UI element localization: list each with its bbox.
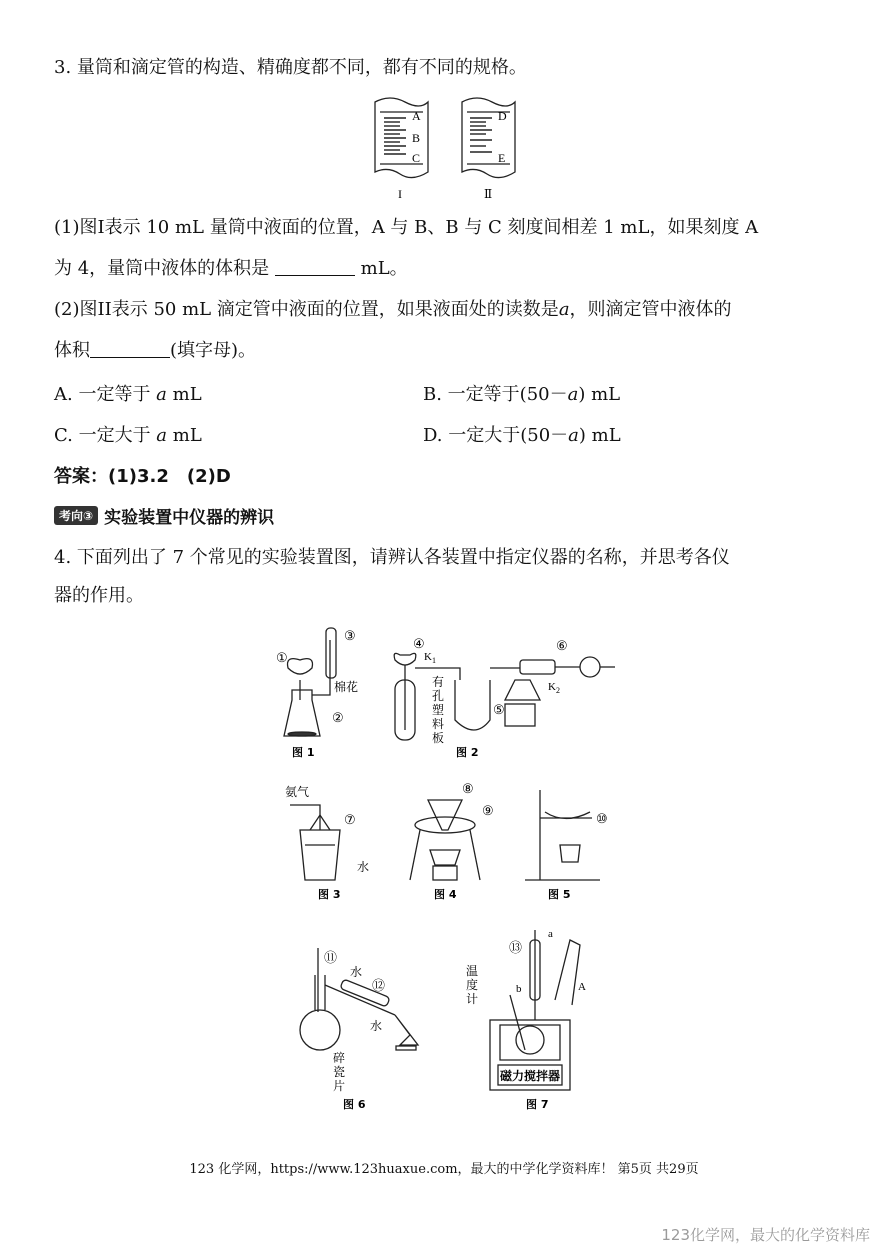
svg-text:瓷: 瓷 — [333, 1065, 346, 1079]
fig6-chips-label — [333, 1050, 345, 1093]
caption-fig2: 图 2 — [456, 746, 479, 759]
section-badge: 考向③ — [54, 506, 98, 525]
svg-text:料: 料 — [432, 717, 445, 731]
svg-text:板: 板 — [432, 731, 445, 745]
option-b: B. 一定等于(50－a) mL — [423, 384, 621, 405]
label-k2: $K_2$ — [548, 681, 560, 695]
svg-text:度: 度 — [466, 978, 479, 992]
svg-text:塑: 塑 — [432, 703, 445, 717]
marker-10: ⑩ — [596, 811, 608, 826]
q3-title: 3. 量筒和滴定管的构造、精确度都不同，都有不同的规格。 — [54, 57, 527, 78]
fig7-apparatus — [490, 930, 580, 1090]
svg-text:温: 温 — [466, 964, 479, 978]
marker-1: ① — [276, 650, 288, 665]
fig2-board-label — [432, 675, 444, 745]
page-footer: 123 化学网，https://www.123huaxue.com，最大的中学化学资料库！ 第5页 共29页 — [189, 1162, 699, 1177]
label-A: A — [412, 109, 421, 123]
svg-text:D: D — [498, 109, 507, 123]
marker-8: ⑧ — [462, 781, 474, 796]
q3-part2-text: (2)图II表示 50 mL 滴定管中液面的位置，如果液面处的读数是 — [54, 299, 559, 320]
caption-fig4: 图 4 — [434, 888, 457, 901]
apparatus-figures — [0, 620, 888, 1120]
q4-line2: 器的作用。 — [54, 585, 144, 606]
fig7-b-label: b — [516, 983, 522, 995]
fig1-apparatus — [284, 628, 336, 736]
caption-fig3: 图 3 — [318, 888, 341, 901]
marker-13: ⑬ — [509, 940, 523, 955]
fig3-water-label: 水 — [357, 860, 370, 874]
marker-4: ④ — [413, 636, 425, 651]
fig3-gas-label: 氨气 — [285, 785, 310, 799]
answer-blank-1 — [275, 257, 355, 276]
marker-9: ⑨ — [482, 803, 494, 818]
label-B: B — [412, 131, 421, 145]
fig6-apparatus — [300, 948, 418, 1050]
option-a: A. 一定等于 a mL — [54, 384, 202, 405]
svg-text:E: E — [498, 151, 506, 165]
marker-7: ⑦ — [344, 812, 356, 827]
fig7-thermo-label — [466, 964, 478, 1006]
fig6-water1-label: 水 — [350, 965, 363, 979]
q3-part1-text: 为 4，量筒中液体的体积是 — [54, 258, 270, 279]
marker-3: ③ — [344, 628, 356, 643]
option-c: C. 一定大于 a mL — [54, 425, 202, 446]
marker-5: ⑤ — [493, 702, 505, 717]
answer-blank-2 — [90, 339, 170, 358]
svg-text:计: 计 — [466, 992, 479, 1006]
q3-part1-line2 — [54, 249, 838, 289]
marker-6: ⑥ — [556, 638, 568, 653]
section-heading — [54, 503, 274, 528]
caption-fig6: 图 6 — [343, 1098, 366, 1111]
svg-text:孔: 孔 — [432, 689, 445, 703]
q3-part2-text3: 体积 — [54, 340, 90, 361]
watermark: 123化学网，最大的化学资料库 — [661, 1226, 870, 1244]
q3-part1-unit: mL。 — [360, 258, 408, 279]
caption-fig1: 图 1 — [292, 746, 315, 759]
fig3-apparatus — [290, 805, 340, 880]
q4-line1: 4. 下面列出了 7 个常见的实验装置图，请辨认各装置中指定仪器的名称，并思考各仪 — [54, 547, 730, 568]
svg-text:片: 片 — [333, 1079, 346, 1093]
q3-part2-line1 — [54, 290, 838, 330]
svg-text:碎: 碎 — [333, 1051, 346, 1065]
caption-fig7: 图 7 — [526, 1098, 549, 1111]
section-title: 实验装置中仪器的辨识 — [104, 508, 275, 528]
q3-figure — [360, 92, 540, 204]
fig7-A-label: A — [578, 981, 586, 993]
marker-12: ⑫ — [372, 978, 386, 993]
var-a: a — [558, 299, 570, 320]
fig7-a-label: a — [548, 928, 553, 940]
fig6-water2-label: 水 — [370, 1019, 383, 1033]
marker-11: ⑪ — [324, 950, 338, 965]
fig2-apparatus — [394, 653, 615, 740]
q3-part2-line2 — [54, 331, 838, 371]
label-k1: $K_1$ — [424, 651, 436, 665]
svg-text:有: 有 — [432, 675, 445, 689]
caption-fig5: 图 5 — [548, 888, 571, 901]
fig1-cotton-label: 棉花 — [334, 680, 359, 694]
label-C: C — [412, 151, 421, 165]
burette-diagram — [462, 98, 515, 178]
option-d: D. 一定大于(50－a) mL — [423, 425, 621, 446]
marker-2: ② — [332, 710, 344, 725]
fig4-apparatus — [410, 800, 480, 880]
q3-part2-text4: (填字母)。 — [170, 340, 257, 361]
answer-line: 答案：(1)3.2 (2)D — [54, 466, 231, 487]
q3-part2-text2: ，则滴定管中液体的 — [569, 299, 732, 320]
q3-part1-line1: (1)图I表示 10 mL 量筒中液面的位置，A 与 B、B 与 C 刻度间相差 1 mL，如果刻度 A — [54, 217, 759, 238]
fig7-stirrer-label: 磁力搅拌器 — [500, 1069, 561, 1083]
fig5-apparatus — [525, 790, 600, 880]
svg-text:Ⅱ: Ⅱ — [484, 187, 493, 201]
svg-text:I: I — [398, 187, 402, 201]
